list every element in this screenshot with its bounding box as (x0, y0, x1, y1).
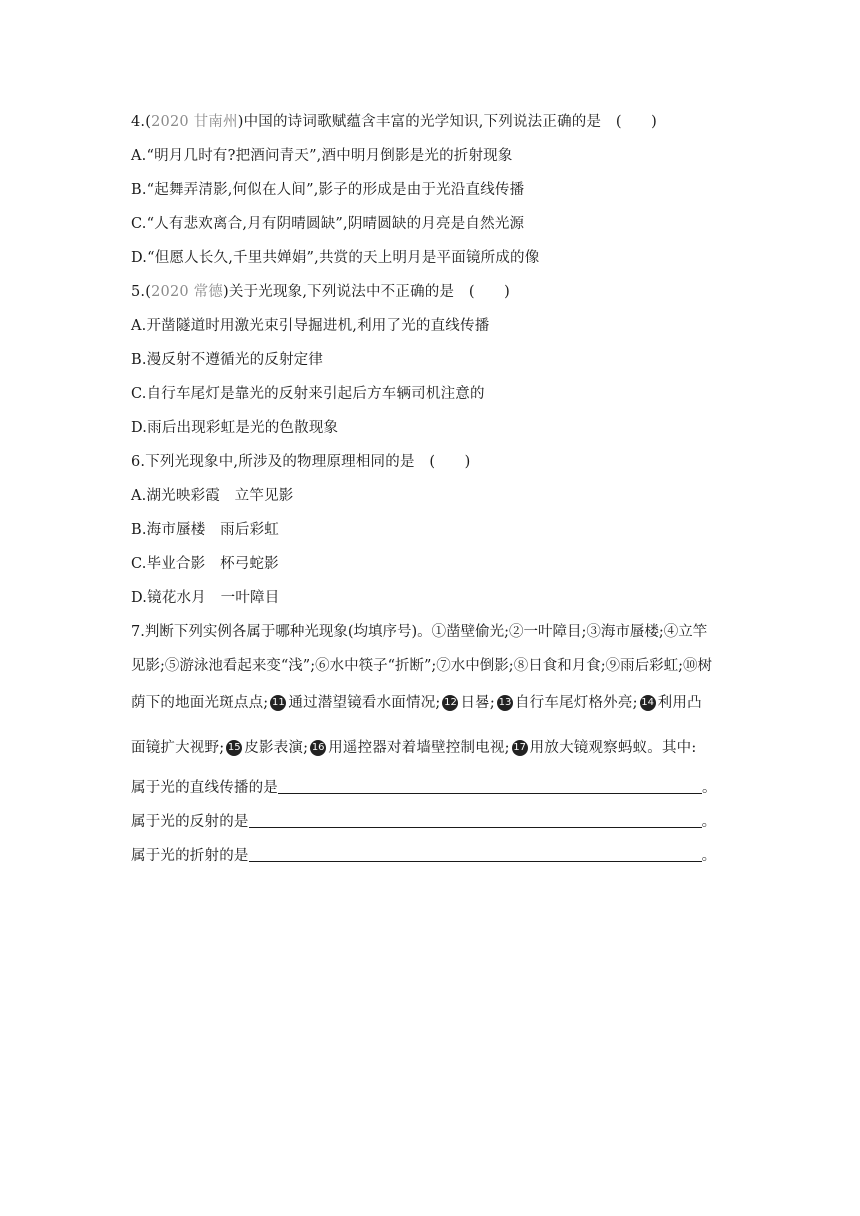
answer-label: 属于光的反射的是 (131, 814, 249, 830)
q5-stem-text: )关于光现象,下列说法中不正确的是 ( ) (223, 284, 510, 300)
circled-number-14: 14 (640, 695, 656, 711)
q4-option-b: B.“起舞弄清影,何似在人间”,影子的形成是由于光沿直线传播 (131, 182, 525, 198)
q7-line-4 (131, 738, 696, 758)
q7-text: 通过潜望镜看水面情况; (288, 695, 441, 711)
answer-end: 。 (701, 848, 717, 864)
q7-text: 面镜扩大视野; (131, 740, 225, 756)
answer-label: 属于光的折射的是 (131, 848, 249, 864)
q4-option-a: A.“明月几时有?把酒问青天”,酒中明月倒影是光的折射现象 (131, 148, 513, 164)
circled-number-15: 15 (226, 740, 242, 756)
q6-option-d: D.镜花水月 一叶障目 (131, 590, 280, 606)
q4-option-c: C.“人有悲欢离合,月有阴晴圆缺”,阴晴圆缺的月亮是自然光源 (131, 216, 525, 232)
q5-option-a: A.开凿隧道时用激光束引导掘进机,利用了光的直线传播 (131, 318, 490, 334)
q5-option-b: B.漫反射不遵循光的反射定律 (131, 352, 324, 368)
q4-source: 2020 甘南州 (151, 114, 238, 130)
q7-text: 荫下的地面光斑点点; (131, 695, 269, 711)
q6-option-b: B.海市蜃楼 雨后彩虹 (131, 522, 279, 538)
circled-number-13: 13 (497, 695, 513, 711)
q7-line-1: 7.判断下列实例各属于哪种光现象(均填序号)。①凿壁偷光;②一叶障目;③海市蜃楼;④立竿 (131, 624, 708, 640)
q7-text: 用遥控器对着墙壁控制电视; (328, 740, 510, 756)
answer-end: 。 (701, 814, 717, 830)
q7-text: 皮影表演; (244, 740, 309, 756)
answer-line-reflection (131, 812, 716, 832)
q4-option-d: D.“但愿人长久,千里共婵娟”,共赏的天上明月是平面镜所成的像 (131, 250, 540, 266)
circled-number-12: 12 (442, 695, 458, 711)
q7-line-2: 见影;⑤游泳池看起来变“浅”;⑥水中筷子“折断”;⑦水中倒影;⑧日食和月食;⑨雨后彩虹;⑩树 (131, 658, 712, 674)
answer-end: 。 (702, 780, 717, 796)
answer-blank[interactable] (249, 847, 702, 862)
q4-stem-text: )中国的诗词歌赋蕴含丰富的光学知识,下列说法正确的是 ( ) (237, 114, 657, 130)
answer-line-straight-propagation (131, 778, 717, 798)
q5-stem (131, 282, 510, 302)
q5-source: 2020 常德 (151, 284, 224, 300)
circled-number-17: 17 (512, 740, 528, 756)
circled-number-16: 16 (310, 740, 326, 756)
answer-label: 属于光的直线传播的是 (131, 780, 278, 796)
q7-text: 利用凸 (657, 695, 702, 711)
q6-stem: 6.下列光现象中,所涉及的物理原理相同的是 ( ) (131, 454, 471, 470)
q4-number: 4.( (131, 114, 152, 130)
q5-number: 5.( (131, 284, 152, 300)
q5-option-d: D.雨后出现彩虹是光的色散现象 (131, 420, 339, 436)
answer-blank[interactable] (278, 779, 702, 794)
q7-text: 用放大镜观察蚂蚁。其中: (529, 740, 697, 756)
answer-blank[interactable] (249, 813, 702, 828)
q6-option-c: C.毕业合影 杯弓蛇影 (131, 556, 279, 572)
q7-line-3 (131, 693, 702, 713)
answer-line-refraction (131, 846, 716, 866)
q4-stem (131, 112, 657, 132)
q6-option-a: A.湖光映彩霞 立竿见影 (131, 488, 294, 504)
q7-text: 日晷; (460, 695, 495, 711)
q7-text: 自行车尾灯格外亮; (514, 695, 638, 711)
circled-number-11: 11 (270, 695, 286, 711)
q5-option-c: C.自行车尾灯是靠光的反射来引起后方车辆司机注意的 (131, 386, 485, 402)
